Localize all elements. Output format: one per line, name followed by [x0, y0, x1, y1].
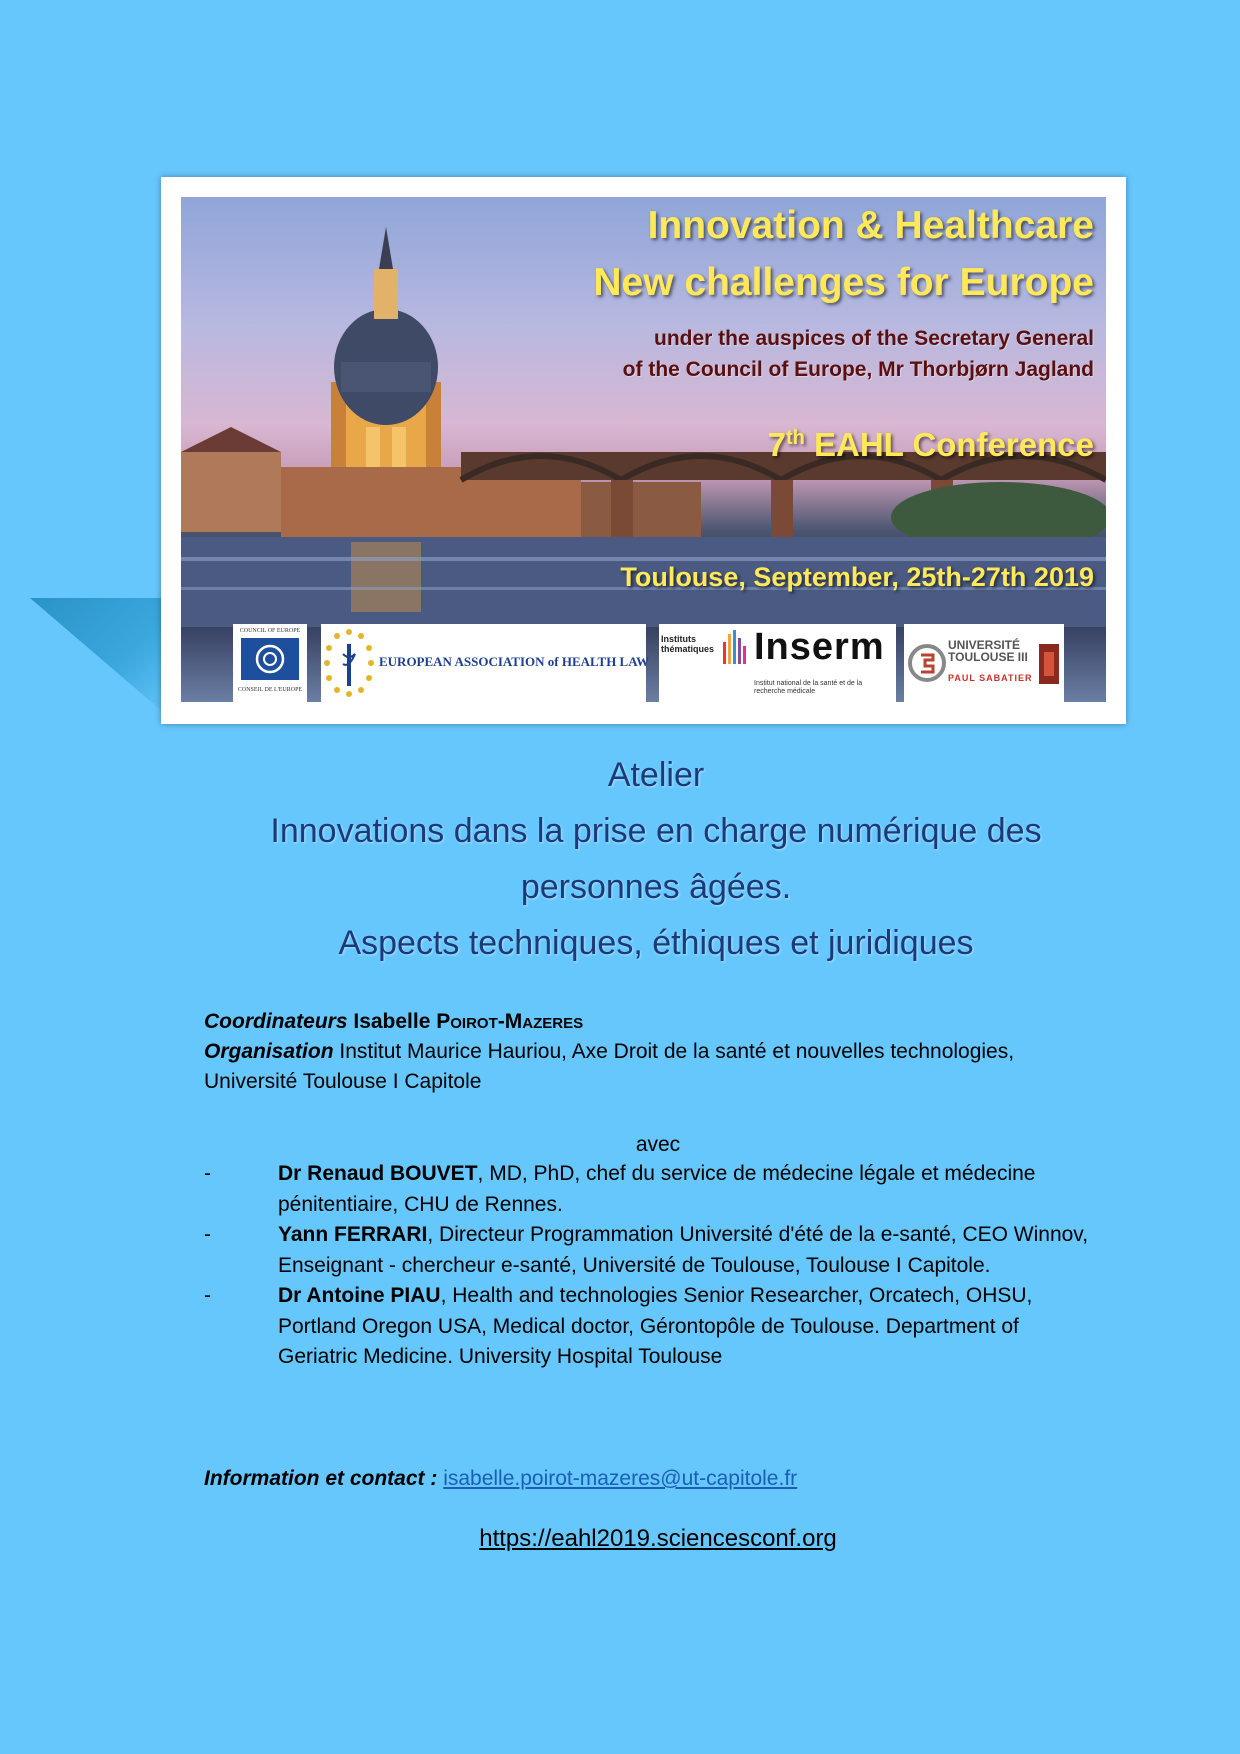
eahl-name: EUROPEAN ASSOCIATION of HEALTH LAW: [379, 654, 650, 669]
list-dash: -: [204, 1162, 211, 1185]
ut3-line1: UNIVERSITÉ: [948, 638, 1021, 652]
coordinator-last-name: Poirot-Mazeres: [436, 1010, 584, 1033]
ut3-emblem-icon: [907, 638, 947, 688]
workshop-heading: [156, 747, 1156, 971]
ut3-line3: PAUL SABATIER: [948, 673, 1033, 683]
heading-title-line2: personnes âgées.: [520, 868, 792, 906]
banner-auspices-line1: under the auspices of the Secretary General: [654, 327, 1094, 350]
banner-shadow: [30, 598, 170, 718]
instituts-text: Instituts thématiques: [661, 634, 715, 654]
website-link[interactable]: https://eahl2019.sciencesconf.org: [479, 1525, 837, 1552]
conference-name: EAHL Conference: [804, 426, 1094, 463]
coordinators-label: Coordinateurs: [204, 1010, 348, 1033]
speaker-description: , MD, PhD, chef du service de médecine légale et médecine pénitentiaire, CHU de Rennes.: [278, 1162, 1036, 1216]
organisation-text: Institut Maurice Hauriou, Axe Droit de la santé et nouvelles technologies, Université Toulouse I Capitole: [204, 1040, 1015, 1093]
organizer-info: [204, 1007, 1104, 1097]
speaker-name: Dr Antoine PIAU: [278, 1284, 441, 1307]
speaker-item: [204, 1220, 1104, 1281]
instituts-bars-icon: [723, 628, 747, 668]
ut3-seal-icon: [1039, 644, 1059, 684]
ut3-name: [948, 639, 1028, 663]
coe-flag-icon: [241, 638, 299, 680]
conference-ordinal: th: [785, 427, 805, 449]
heading-atelier: Atelier: [607, 756, 705, 794]
coe-bottom-text: CONSEIL DE L'EUROPE: [237, 687, 303, 693]
speaker-item: [204, 1281, 1104, 1373]
coe-top-text: COUNCIL OF EUROPE: [239, 628, 301, 634]
contact-line: [204, 1464, 797, 1494]
list-dash: -: [204, 1284, 211, 1307]
eahl-stars-icon: [321, 624, 377, 702]
conference-banner: [161, 177, 1126, 724]
contact-email-link[interactable]: isabelle.poirot-mazeres@ut-capitole.fr: [443, 1467, 798, 1490]
organisation-line: [204, 1037, 1104, 1097]
speaker-description: , Health and technologies Senior Researcher, Orcatech, OHSU, Portland Oregon USA, Medical doctor, Gérontopôle de Toulouse. Department of Geriatric Medicine. University Hospital Toulouse: [278, 1284, 1033, 1368]
eahl-logo: [321, 624, 650, 702]
inserm-subtitle: Institut national de la santé et de la recherche médicale: [754, 680, 863, 695]
organisation-label: Organisation: [204, 1040, 334, 1063]
speaker-description: , Directeur Programmation Université d'été de la e-santé, CEO Winnov, Enseignant - chercheur e-santé, Université de Toulouse, Toulouse I Capitole.: [278, 1223, 1089, 1277]
avec-label: avec: [635, 1133, 681, 1156]
coordinator-first-name: Isabelle: [353, 1010, 437, 1033]
inserm-logo: [659, 624, 896, 702]
partner-logos: [181, 624, 1106, 702]
toulouse-photo: [181, 197, 1106, 702]
banner-auspices: [623, 323, 1094, 385]
coordinators-line: [204, 1007, 1104, 1037]
speaker-item: [204, 1159, 1104, 1220]
ut3-line2: TOULOUSE III: [948, 650, 1028, 664]
council-of-europe-logo: [233, 624, 307, 702]
banner-title-line1: Innovation & Healthcare: [647, 204, 1094, 247]
speaker-name: Yann FERRARI: [278, 1223, 428, 1246]
banner-title-line2: New challenges for Europe: [593, 261, 1094, 304]
banner-conference: [768, 418, 1094, 465]
heading-subtitle: Aspects techniques, éthiques et juridiques: [338, 924, 974, 962]
banner-date: Toulouse, September, 25th-27th 2019: [620, 562, 1094, 592]
ut3-logo: [904, 624, 1064, 702]
conference-number: 7: [767, 426, 786, 463]
inserm-wordmark: Inserm: [754, 626, 885, 668]
list-dash: -: [204, 1223, 211, 1246]
banner-auspices-line2: of the Council of Europe, Mr Thorbjørn Jagland: [622, 358, 1094, 381]
website-line: [0, 1522, 1240, 1556]
speaker-list: [204, 1159, 1104, 1373]
heading-title-line1: Innovations dans la prise en charge numérique des: [270, 812, 1042, 850]
speaker-name: Dr Renaud BOUVET: [278, 1162, 478, 1185]
contact-label: Information et contact :: [204, 1467, 438, 1490]
coordinator-name: [353, 1010, 583, 1033]
banner-title: [593, 197, 1094, 311]
